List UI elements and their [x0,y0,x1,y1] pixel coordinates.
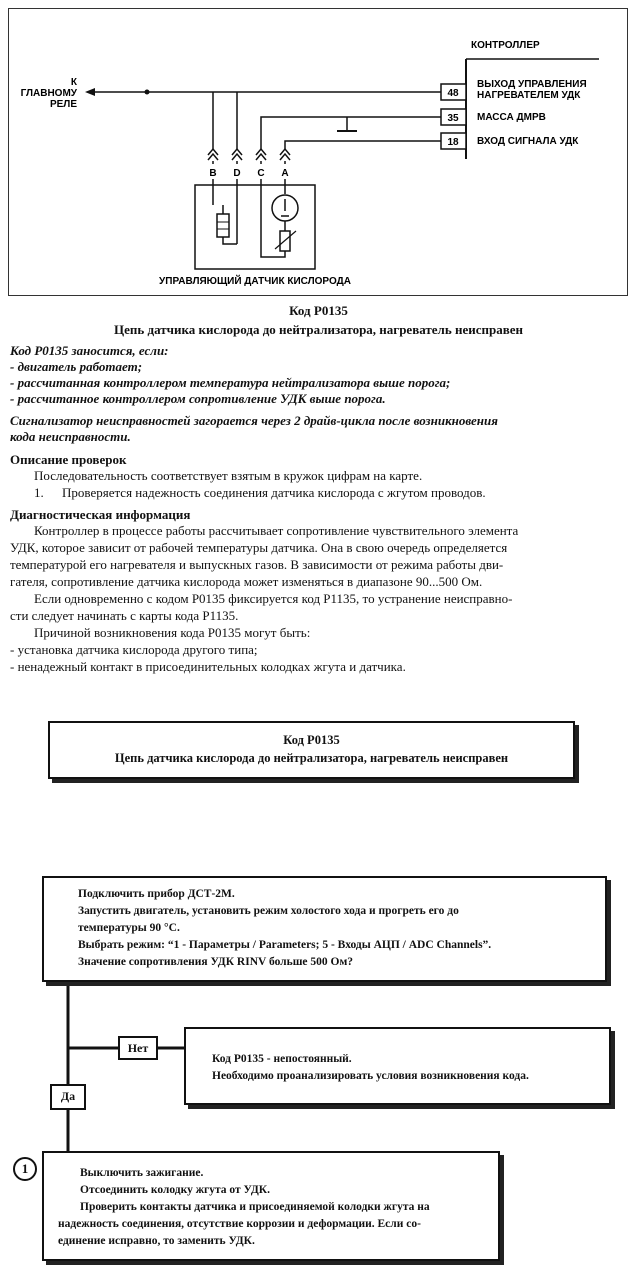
no-result-line: Необходимо проанализировать условия возникновения кода. [212,1070,529,1082]
connector-letter-c: C [257,168,265,179]
step-number: 1. [34,485,44,500]
conditions-intro: Код P0135 заносится, если: [10,343,169,358]
step-circle: 1 [13,1157,37,1181]
relay-label-1: К [70,77,77,88]
flow-step-line: Подключить прибор ДСТ-2М. [78,888,235,900]
code-subtitle: Цепь датчика кислорода до нейтрализатора, нагреватель неисправен [114,322,523,337]
lamp-text-2: кода неисправности. [10,429,131,444]
flow-step-line: Значение сопротивления УДК RINV больше 500 Ом? [78,956,354,968]
checks-heading: Описание проверок [10,452,127,467]
diagnostic-line: сти следует начинать с карты кода P1135. [10,608,239,623]
connector-letter-a: A [281,168,289,179]
diagnostic-line: УДК, которое зависит от рабочей температуры датчика. Она в свою очередь определяется [10,540,508,555]
flowchart-title-code: Код P0135 [283,733,340,747]
flow-step-line: Отсоединить колодку жгута от УДК. [80,1184,270,1196]
condition-item: - двигатель работает; [10,359,143,374]
step-text: Проверяется надежность соединения датчика кислорода с жгутом проводов. [62,485,486,500]
diagnostic-heading: Диагностическая информация [10,507,191,522]
yes-label: Да [50,1084,86,1110]
flowchart-title-subtitle: Цепь датчика кислорода до нейтрализатора, нагреватель неисправен [114,751,509,765]
flow-step-line: единение исправно, то заменить УДК. [58,1235,255,1247]
flow-step-line: Запустить двигатель, установить режим холостого хода и прогреть его до [78,905,459,917]
diagnostic-line: - ненадежный контакт в присоединительных колодках жгута и датчика. [10,659,406,674]
pin-48-label-2: НАГРЕВАТЕЛЕМ УДК [477,90,581,101]
connector-letter-d: D [233,168,241,179]
diagnostic-line: Если одновременно с кодом P0135 фиксируется код P1135, то устранение неисправно- [34,591,513,606]
pin-48-label-1: ВЫХОД УПРАВЛЕНИЯ [477,79,587,90]
no-result-line: Код P0135 - непостоянный. [212,1053,352,1065]
flow-step-line: надежность соединения, отсутствие коррозии и деформации. Если со- [58,1218,421,1230]
pin-18-label: ВХОД СИГНАЛА УДК [477,136,579,147]
relay-label-3: РЕЛЕ [49,99,77,110]
flow-step-box-1 [42,876,607,982]
pin-48-number: 48 [447,88,459,99]
code-heading: Код P0135 [289,303,348,318]
flow-step-line: Выключить зажигание. [80,1167,204,1179]
lamp-text-1: Сигнализатор неисправностей загорается через 2 драйв-цикла после возникновения [10,413,498,428]
diagnostic-line: Причиной возникновения кода P0135 могут быть: [34,625,311,640]
pin-18-number: 18 [447,137,459,148]
flow-step-box-2 [42,1151,500,1261]
relay-label-2: ГЛАВНОМУ [20,88,77,99]
flow-step-line: Выбрать режим: “1 - Параметры / Parameters; 5 - Входы АЦП / ADC Channels”. [78,939,492,951]
flow-step-line: Проверить контакты датчика и присоединяемой колодки жгута на [80,1201,430,1213]
diagnostic-line: гателя, сопротивление датчика кислорода может изменяться в диапазоне 90...500 Ом. [10,574,483,589]
checks-intro: Последовательность соответствует взятым в кружок цифрам на карте. [34,468,423,483]
pin-35-number: 35 [447,113,459,124]
diagnostic-line: Контроллер в процессе работы рассчитывает сопротивление чувствительного элемента [34,523,519,538]
pin-35-label: МАССА ДМРВ [477,112,546,123]
controller-label: КОНТРОЛЛЕР [471,40,540,51]
condition-item: - рассчитанное контроллером сопротивление УДК выше порога. [10,391,386,406]
connector-letter-b: B [209,168,217,179]
diagnostic-line: температурой его нагревателя и выпускных газов. В зависимости от режима работы дви- [10,557,504,572]
sensor-caption: УПРАВЛЯЮЩИЙ ДАТЧИК КИСЛОРОДА [159,276,351,287]
no-label: Нет [118,1036,158,1060]
diagnostic-line: - установка датчика кислорода другого типа; [10,642,258,657]
no-result-box [184,1027,611,1105]
flow-step-line: температуры 90 °С. [78,922,180,934]
condition-item: - рассчитанная контроллером температура нейтрализатора выше порога; [10,375,451,390]
